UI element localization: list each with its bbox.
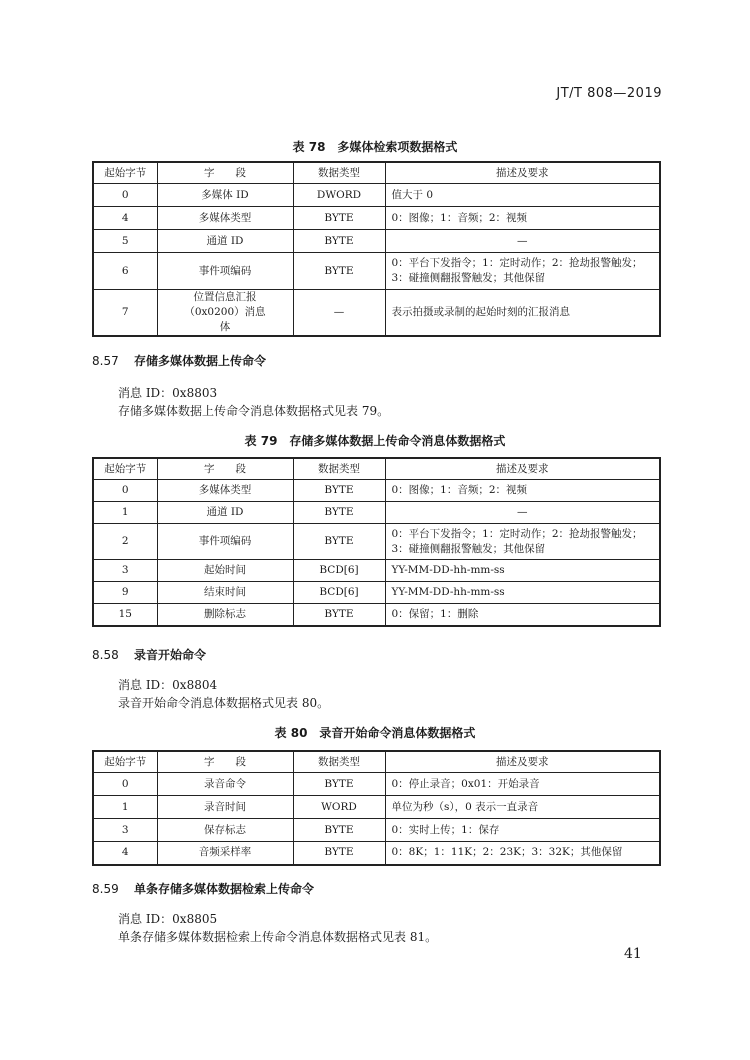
table-row xyxy=(93,524,660,560)
message-id-8803: 消息 ID：0x8803 xyxy=(118,386,218,400)
cell-data-type: BYTE xyxy=(293,253,385,290)
cell-description: 表示拍摄或录制的起始时刻的汇报消息 xyxy=(385,290,660,337)
cell-data-type: BYTE xyxy=(293,773,385,796)
table-row xyxy=(93,253,660,290)
cell-field: 位置信息汇报（0x0200）消息体 xyxy=(157,290,293,337)
table-row xyxy=(93,796,660,819)
cell-start-byte: 1 xyxy=(93,796,157,819)
cell-data-type: BYTE xyxy=(293,524,385,560)
table-header-row xyxy=(93,458,660,480)
cell-description: 0：平台下发指令；1：定时动作；2：抢劫报警触发；3：碰撞侧翻报警触发；其他保留 xyxy=(385,524,660,560)
section-title: 单条存储多媒体数据检索上传命令 xyxy=(134,882,315,896)
cell-field: 事件项编码 xyxy=(157,253,293,290)
cell-description: YY-MM-DD-hh-mm-ss xyxy=(385,560,660,582)
table-row xyxy=(93,230,660,253)
cell-description: 值大于 0 xyxy=(385,184,660,207)
cell-field: 录音命令 xyxy=(157,773,293,796)
table-row xyxy=(93,819,660,842)
cell-description: 0：保留；1：删除 xyxy=(385,604,660,626)
section-8-58-description: 录音开始命令消息体数据格式见表 80。 xyxy=(118,696,330,710)
cell-data-type: DWORD xyxy=(293,184,385,207)
page-number: 41 xyxy=(624,946,642,962)
header-start-byte: 起始字节 xyxy=(93,162,157,184)
message-id-8805: 消息 ID：0x8805 xyxy=(118,912,218,926)
table-80 xyxy=(92,750,661,866)
section-number: 8.58 xyxy=(92,648,119,662)
cell-field: 删除标志 xyxy=(157,604,293,626)
cell-field: 多媒体类型 xyxy=(157,480,293,502)
cell-start-byte: 5 xyxy=(93,230,157,253)
cell-field: 通道 ID xyxy=(157,230,293,253)
cell-data-type: BCD[6] xyxy=(293,582,385,604)
cell-data-type: BYTE xyxy=(293,604,385,626)
cell-start-byte: 1 xyxy=(93,502,157,524)
table-row xyxy=(93,290,660,337)
section-number: 8.59 xyxy=(92,882,119,896)
cell-data-type: BYTE xyxy=(293,207,385,230)
standard-code: JT/T 808—2019 xyxy=(556,86,662,101)
message-id-8804: 消息 ID：0x8804 xyxy=(118,678,218,692)
cell-data-type: BYTE xyxy=(293,842,385,865)
header-field: 字 段 xyxy=(157,458,293,480)
section-8-59-description: 单条存储多媒体数据检索上传命令消息体数据格式见表 81。 xyxy=(118,930,438,944)
table-79-caption: 表 79 存储多媒体数据上传命令消息体数据格式 xyxy=(244,434,506,448)
table-row xyxy=(93,773,660,796)
cell-start-byte: 3 xyxy=(93,819,157,842)
cell-description: 0：平台下发指令；1：定时动作；2：抢劫报警触发；3：碰撞侧翻报警触发；其他保留 xyxy=(385,253,660,290)
cell-start-byte: 0 xyxy=(93,184,157,207)
cell-data-type: — xyxy=(293,290,385,337)
header-field: 字 段 xyxy=(157,162,293,184)
cell-field: 起始时间 xyxy=(157,560,293,582)
cell-field: 音频采样率 xyxy=(157,842,293,865)
section-title: 存储多媒体数据上传命令 xyxy=(134,354,267,368)
cell-start-byte: 4 xyxy=(93,842,157,865)
header-data-type: 数据类型 xyxy=(293,458,385,480)
cell-description: 单位为秒（s），0 表示一直录音 xyxy=(385,796,660,819)
header-data-type: 数据类型 xyxy=(293,751,385,773)
table-78 xyxy=(92,161,661,337)
cell-data-type: BYTE xyxy=(293,230,385,253)
cell-data-type: WORD xyxy=(293,796,385,819)
cell-data-type: BCD[6] xyxy=(293,560,385,582)
table-row xyxy=(93,604,660,626)
cell-field: 结束时间 xyxy=(157,582,293,604)
header-start-byte: 起始字节 xyxy=(93,458,157,480)
section-8-59-heading xyxy=(92,880,314,897)
table-row xyxy=(93,207,660,230)
table-row xyxy=(93,502,660,524)
section-8-57-description: 存储多媒体数据上传命令消息体数据格式见表 79。 xyxy=(118,404,390,418)
cell-description: 0：实时上传；1：保存 xyxy=(385,819,660,842)
cell-start-byte: 0 xyxy=(93,480,157,502)
table-79 xyxy=(92,457,661,627)
header-description: 描述及要求 xyxy=(385,751,660,773)
cell-description: — xyxy=(385,502,660,524)
header-start-byte: 起始字节 xyxy=(93,751,157,773)
section-8-58-heading xyxy=(92,646,206,663)
cell-field: 录音时间 xyxy=(157,796,293,819)
cell-description: YY-MM-DD-hh-mm-ss xyxy=(385,582,660,604)
cell-description: — xyxy=(385,230,660,253)
table-78-caption: 表 78 多媒体检索项数据格式 xyxy=(292,140,458,154)
cell-field: 事件项编码 xyxy=(157,524,293,560)
cell-data-type: BYTE xyxy=(293,502,385,524)
cell-start-byte: 2 xyxy=(93,524,157,560)
table-row xyxy=(93,582,660,604)
header-description: 描述及要求 xyxy=(385,162,660,184)
cell-start-byte: 9 xyxy=(93,582,157,604)
cell-description: 0：8K；1：11K；2：23K；3：32K；其他保留 xyxy=(385,842,660,865)
cell-description: 0：停止录音；0x01：开始录音 xyxy=(385,773,660,796)
cell-field: 多媒体类型 xyxy=(157,207,293,230)
cell-field: 多媒体 ID xyxy=(157,184,293,207)
cell-start-byte: 6 xyxy=(93,253,157,290)
cell-start-byte: 3 xyxy=(93,560,157,582)
cell-data-type: BYTE xyxy=(293,819,385,842)
table-row xyxy=(93,560,660,582)
cell-start-byte: 0 xyxy=(93,773,157,796)
cell-start-byte: 15 xyxy=(93,604,157,626)
header-field: 字 段 xyxy=(157,751,293,773)
section-title: 录音开始命令 xyxy=(134,648,207,662)
cell-field: 通道 ID xyxy=(157,502,293,524)
section-8-57-heading xyxy=(92,352,266,369)
header-description: 描述及要求 xyxy=(385,458,660,480)
table-header-row xyxy=(93,162,660,184)
cell-field: 保存标志 xyxy=(157,819,293,842)
cell-data-type: BYTE xyxy=(293,480,385,502)
table-row xyxy=(93,842,660,865)
table-header-row xyxy=(93,751,660,773)
section-number: 8.57 xyxy=(92,354,119,368)
cell-description: 0：图像；1：音频；2：视频 xyxy=(385,207,660,230)
table-row xyxy=(93,184,660,207)
cell-description: 0：图像；1：音频；2：视频 xyxy=(385,480,660,502)
cell-start-byte: 4 xyxy=(93,207,157,230)
table-80-caption: 表 80 录音开始命令消息体数据格式 xyxy=(274,726,476,740)
cell-start-byte: 7 xyxy=(93,290,157,337)
header-data-type: 数据类型 xyxy=(293,162,385,184)
table-row xyxy=(93,480,660,502)
